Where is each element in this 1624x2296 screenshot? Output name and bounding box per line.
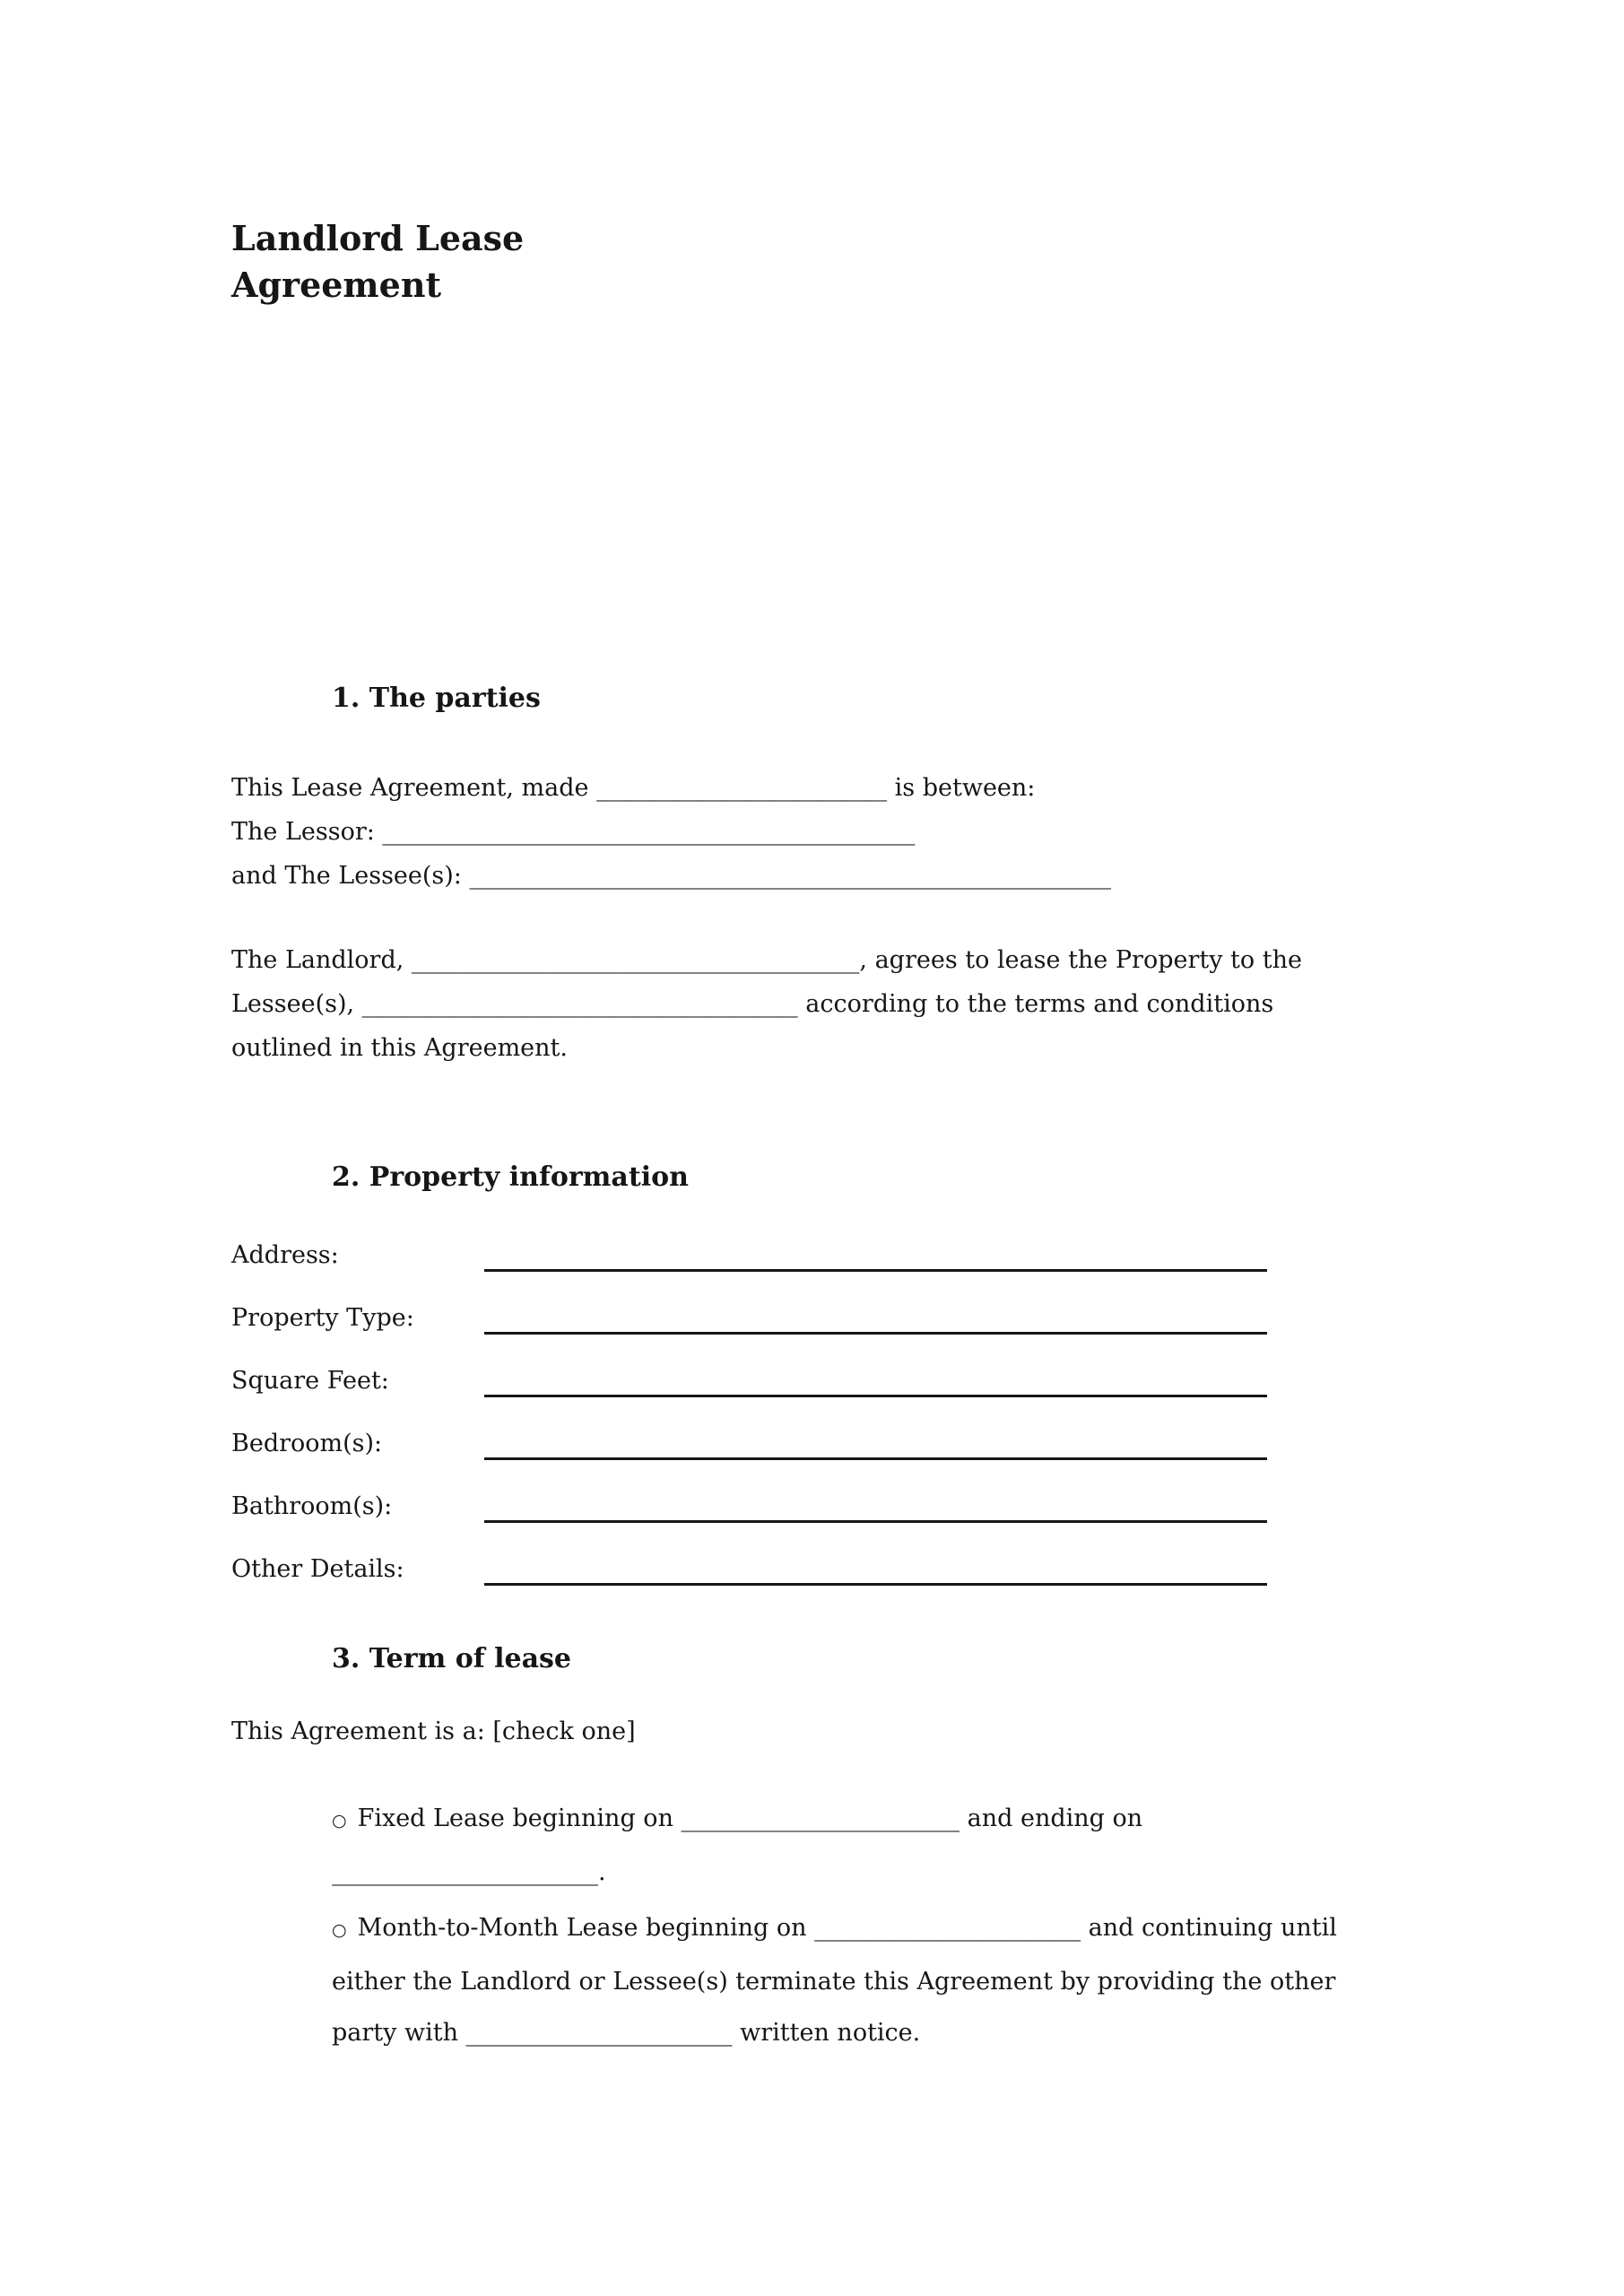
paragraph-line: The Landlord, _____________________________________, agrees to lease the Property to the xyxy=(231,946,1302,974)
option-text: Fixed Lease beginning on _______________________ and ending on xyxy=(357,1805,1143,1832)
field-label: Bedroom(s): xyxy=(231,1430,383,1457)
radio-bullet-icon: ○ xyxy=(332,1920,347,1940)
option-text: Month-to-Month Lease beginning on ______________________ and continuing until xyxy=(357,1914,1337,1942)
option-line: ______________________. xyxy=(332,1858,606,1886)
paragraph-line: This Lease Agreement, made ________________________ is between: xyxy=(231,774,1036,802)
property-field-row-bedrooms xyxy=(231,1427,1534,1460)
property-field-row-property-type xyxy=(231,1301,1534,1335)
property-heading: 2. Property information xyxy=(332,1161,689,1193)
section-parties xyxy=(231,681,1534,1070)
lease-option-fixed xyxy=(332,1793,1534,1898)
field-fill-line[interactable] xyxy=(484,1365,1267,1397)
paragraph-line: The Lessor: ____________________________________________ xyxy=(231,818,916,846)
term-heading: 3. Term of lease xyxy=(332,1643,571,1674)
parties-heading: 1. The parties xyxy=(332,683,541,714)
option-line xyxy=(332,1793,1534,1847)
field-fill-line[interactable] xyxy=(484,1491,1267,1523)
field-label: Other Details: xyxy=(231,1555,404,1583)
property-field-row-bathrooms xyxy=(231,1490,1534,1523)
lease-option-month-to-month xyxy=(332,1902,1534,2058)
document-title: Landlord Lease Agreement xyxy=(231,218,525,305)
option-line: party with ______________________ written notice. xyxy=(332,2019,921,2047)
paragraph-line: outlined in this Agreement. xyxy=(231,1034,568,1062)
parties-intro-paragraph xyxy=(231,766,1534,898)
parties-agreement-paragraph xyxy=(231,938,1534,1070)
field-label: Address: xyxy=(231,1241,339,1269)
field-label: Property Type: xyxy=(231,1304,414,1332)
option-line xyxy=(332,1902,1534,1956)
option-line: either the Landlord or Lessee(s) terminate this Agreement by providing the other xyxy=(332,1968,1336,1996)
paragraph-line: and The Lessee(s): _____________________________________________________ xyxy=(231,862,1111,890)
field-label: Square Feet: xyxy=(231,1367,389,1395)
property-field-row-square-feet xyxy=(231,1364,1534,1397)
field-fill-line[interactable] xyxy=(484,1428,1267,1460)
section-term-of-lease xyxy=(231,1641,1534,2058)
section-property-information xyxy=(231,1160,1534,1586)
term-intro: This Agreement is a: [check one] xyxy=(231,1718,636,1745)
property-field-row-address xyxy=(231,1239,1534,1272)
field-fill-line[interactable] xyxy=(484,1553,1267,1586)
paragraph-line: Lessee(s), ____________________________________ according to the terms and conditions xyxy=(231,990,1274,1018)
field-fill-line[interactable] xyxy=(484,1239,1267,1272)
radio-bullet-icon: ○ xyxy=(332,1811,347,1831)
property-field-row-other-details xyxy=(231,1552,1534,1586)
lease-type-options xyxy=(332,1793,1534,2058)
field-label: Bathroom(s): xyxy=(231,1492,393,1520)
property-fields xyxy=(231,1239,1534,1586)
field-fill-line[interactable] xyxy=(484,1302,1267,1335)
